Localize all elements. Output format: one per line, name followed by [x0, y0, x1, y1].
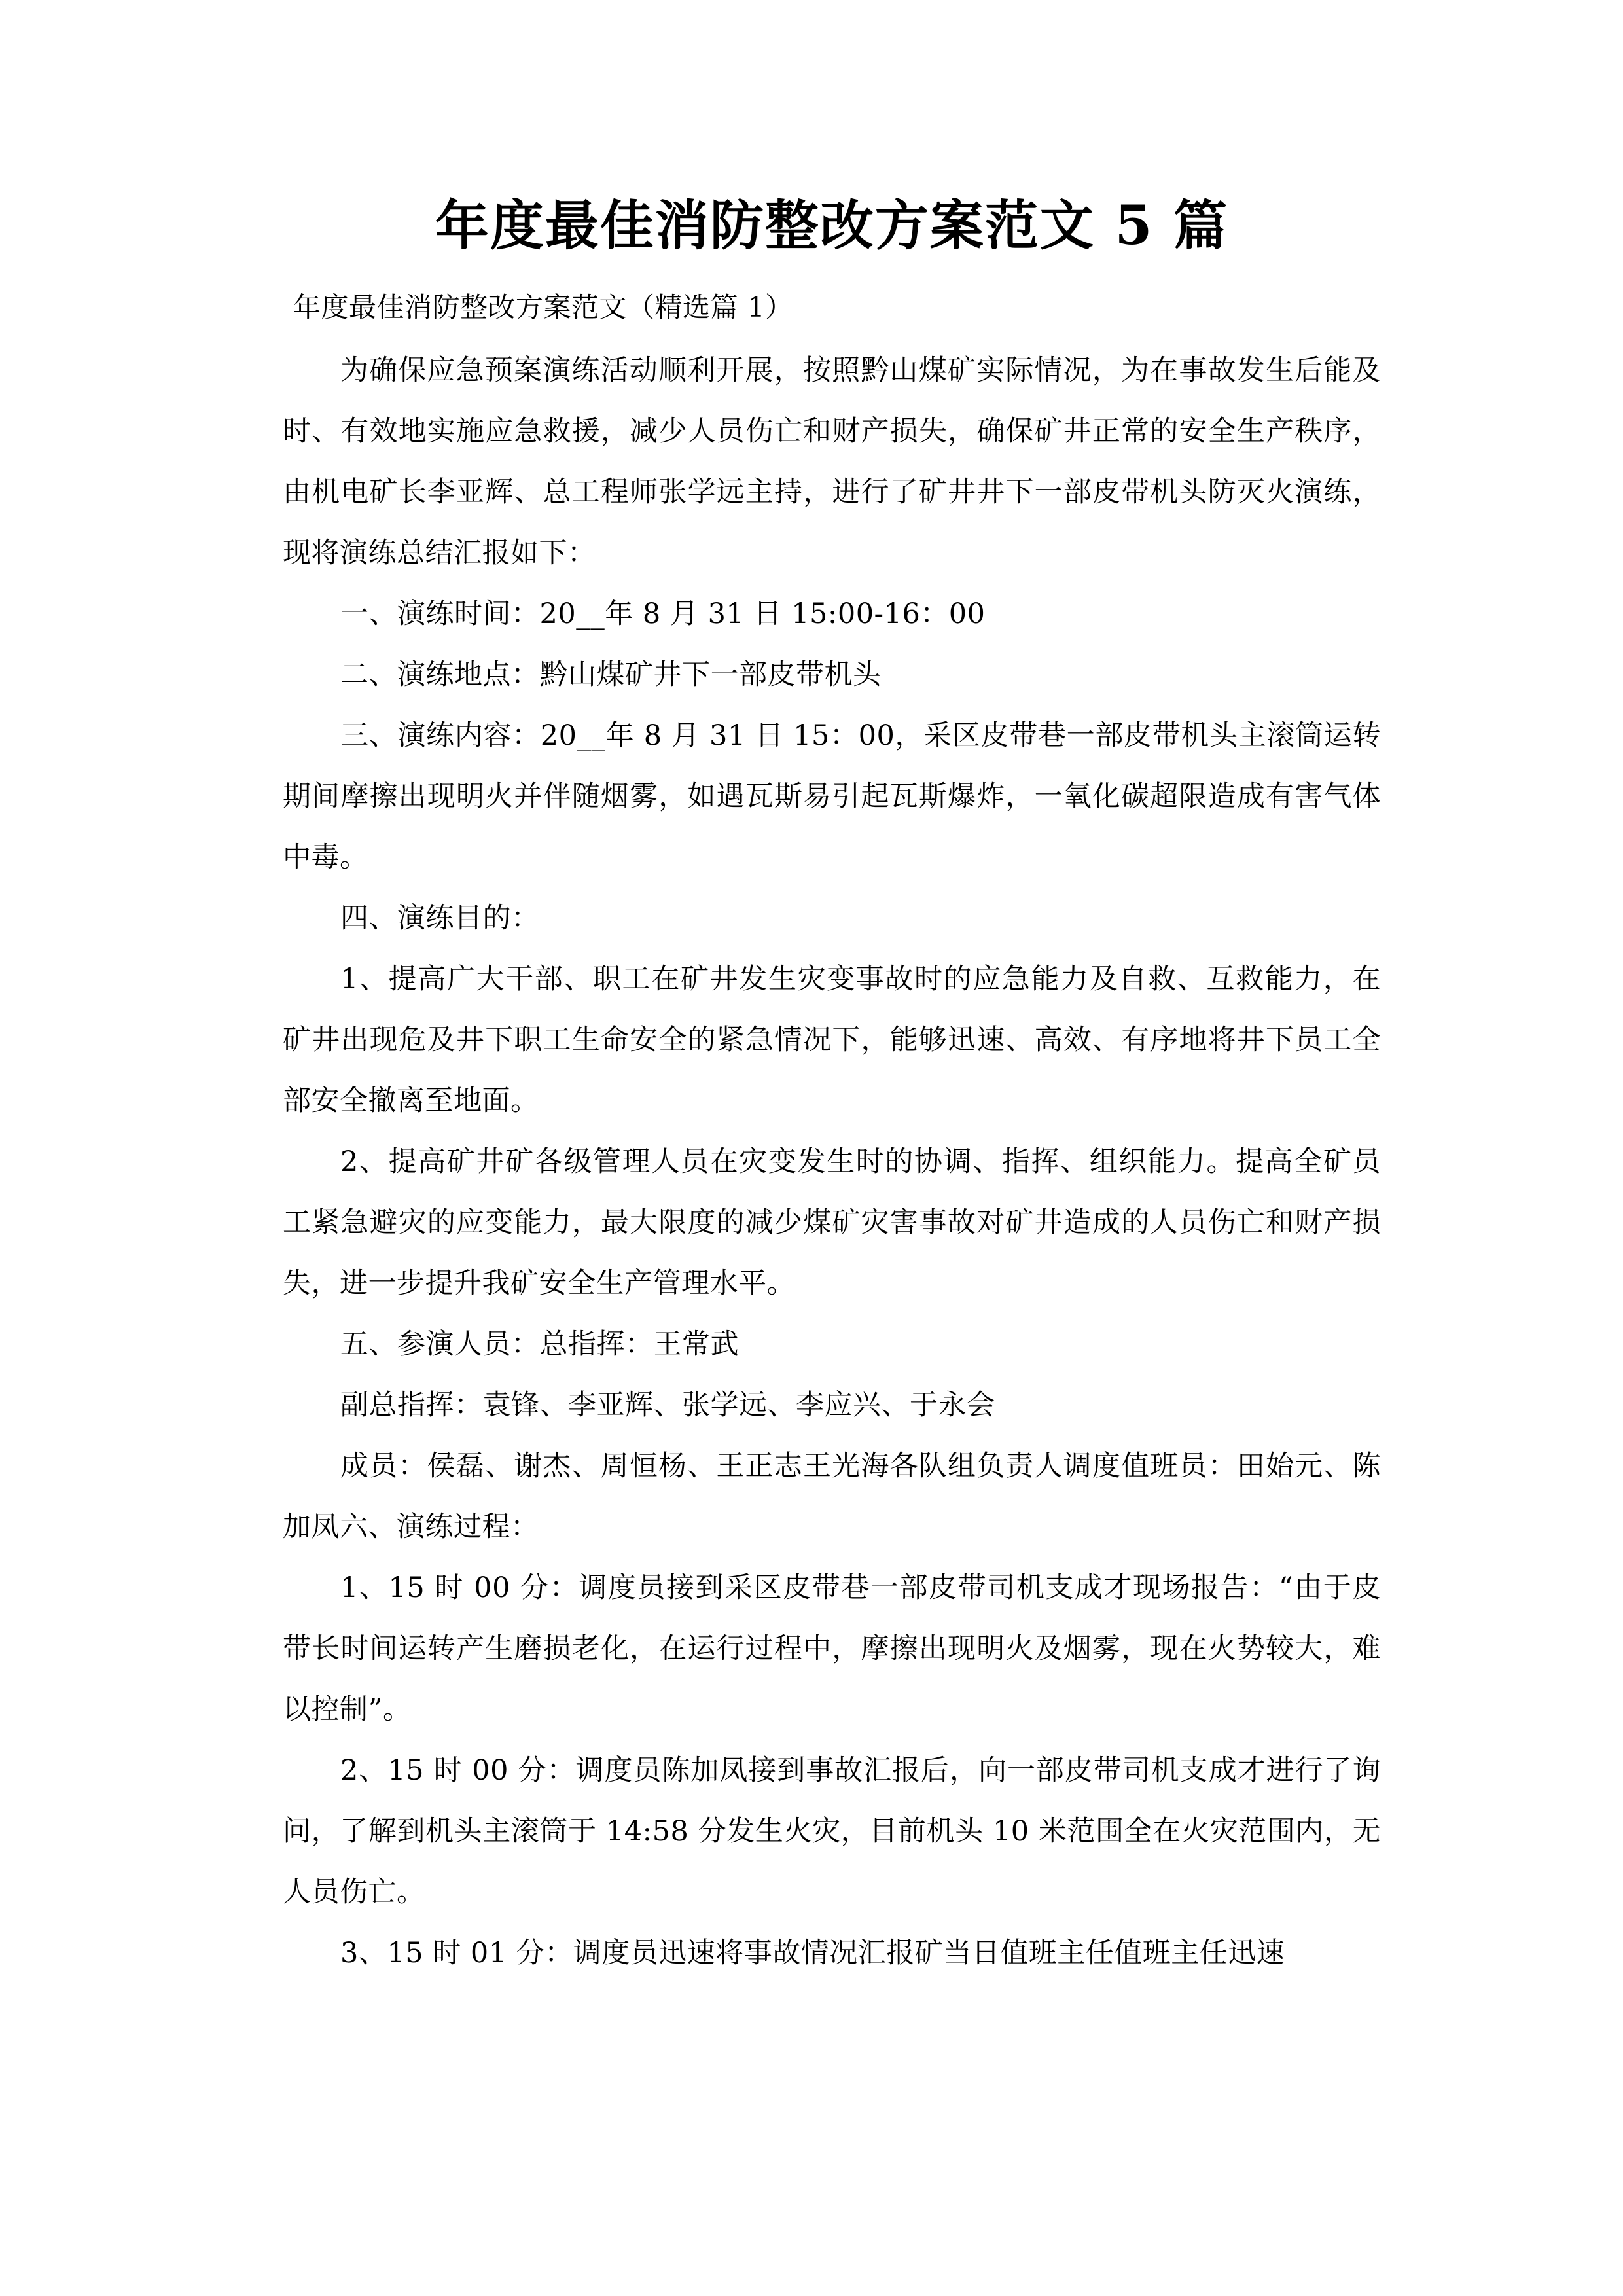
body-paragraph: 成员：侯磊、谢杰、周恒杨、王正志王光海各队组负责人调度值班员：田始元、陈加凤六、演练过程： [283, 1450, 1381, 1543]
body-paragraph: 2、15 时 00 分：调度员陈加凤接到事故汇报后，向一部皮带司机支成才进行了询问，了解到机头主滚筒于 14:58 分发生火灾，目前机头 10 米范围全在火灾范围内，无人员伤亡。 [283, 1754, 1381, 1909]
body-paragraph: 为确保应急预案演练活动顺利开展，按照黔山煤矿实际情况，为在事故发生后能及时、有效地实施应急救援，减少人员伤亡和财产损失，确保矿井正常的安全生产秩序，由机电矿长李亚辉、总工程师张学远主持，进行了矿井井下一部皮带机头防灭火演练，现将演练总结汇报如下： [283, 354, 1381, 569]
body-paragraph: 四、演练目的： [340, 902, 540, 935]
body-paragraph: 副总指挥：袁锋、李亚辉、张学远、李应兴、于永会 [340, 1389, 995, 1422]
body-paragraph: 二、演练地点：黔山煤矿井下一部皮带机头 [340, 658, 882, 691]
body-paragraph: 1、15 时 00 分：调度员接到采区皮带巷一部皮带司机支成才现场报告：“由于皮带长时间运转产生磨损老化，在运行过程中，摩擦出现明火及烟雾，现在火势较大，难以控制”。 [283, 1571, 1381, 1726]
page-title: 年度最佳消防整改方案范文 5 篇 [435, 194, 1229, 257]
body-paragraph: 3、15 时 01 分：调度员迅速将事故情况汇报矿当日值班主任值班主任迅速 [340, 1937, 1285, 1969]
body-paragraph: 五、参演人员：总指挥：王常武 [340, 1328, 739, 1361]
body-paragraph: 三、演练内容：20__年 8 月 31 日 15：00，采区皮带巷一部皮带机头主滚筒运转期间摩擦出现明火并伴随烟雾，如遇瓦斯易引起瓦斯爆炸，一氧化碳超限造成有害气体中毒。 [283, 719, 1381, 874]
document-text-column [283, 0, 1381, 1984]
document-subtitle: 年度最佳消防整改方案范文（精选篇 1） [293, 291, 793, 323]
body-paragraph: 一、演练时间：20__年 8 月 31 日 15:00-16：00 [340, 598, 986, 630]
body-paragraph: 2、提高矿井矿各级管理人员在灾变发生时的协调、指挥、组织能力。提高全矿员工紧急避灾的应变能力，最大限度的减少煤矿灾害事故对矿井造成的人员伤亡和财产损失，进一步提升我矿安全生产管理水平。 [283, 1145, 1381, 1300]
body-paragraph: 1、提高广大干部、职工在矿井发生灾变事故时的应急能力及自救、互救能力，在矿井出现危及井下职工生命安全的紧急情况下，能够迅速、高效、有序地将井下员工全部安全撤离至地面。 [283, 963, 1381, 1117]
